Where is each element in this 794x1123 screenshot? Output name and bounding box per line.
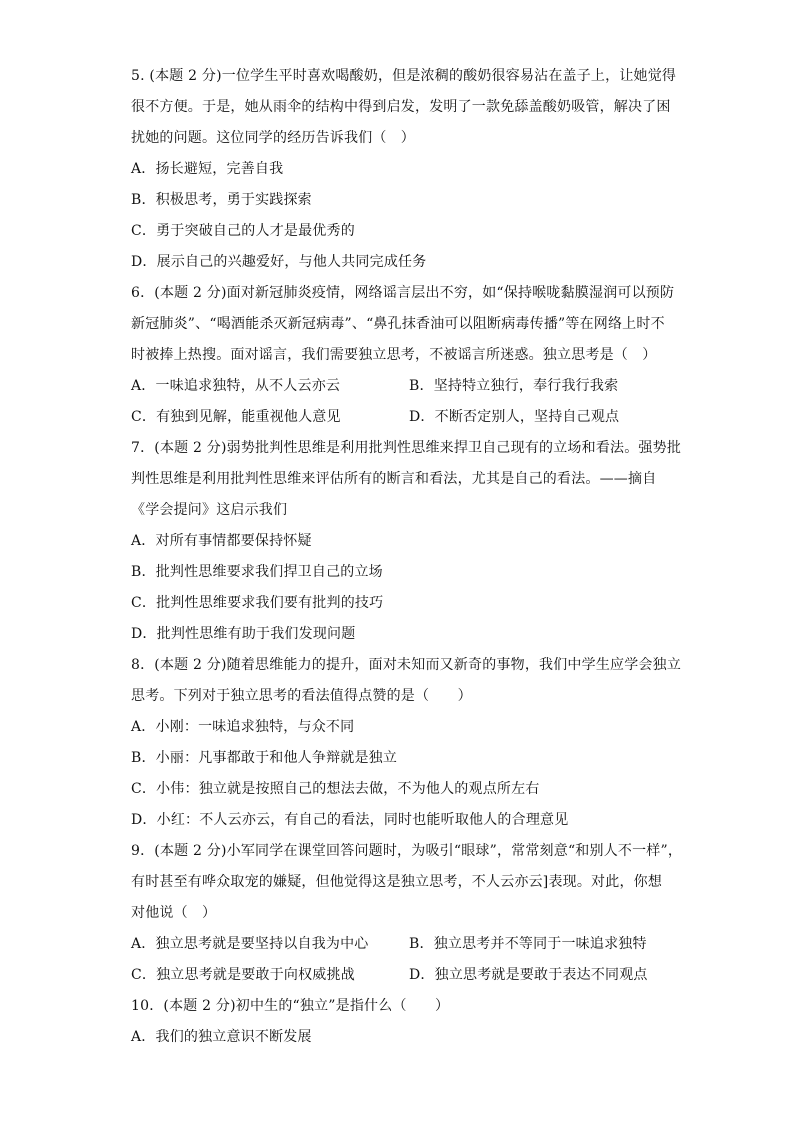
q7-option-c: C．批判性思维要求我们要有批判的技巧 xyxy=(131,595,384,611)
q8-stem-line-2: 思考。下列对于独立思考的看法值得点赞的是（ ） xyxy=(131,688,472,704)
q7-option-d: D．批判性思维有助于我们发现问题 xyxy=(131,626,356,642)
q8-option-d: D．小红：不人云亦云，有自己的看法，同时也能听取他人的合理意见 xyxy=(131,812,569,828)
q9-option-a: A．独立思考就是要坚持以自我为中心 xyxy=(131,936,369,952)
q6-stem-line-3: 时被捧上热搜。面对谣言，我们需要独立思考，不被谣言所迷惑。独立思考是（ ） xyxy=(131,347,657,363)
q9-option-d: D．独立思考就是要敢于表达不同观点 xyxy=(409,967,648,983)
q6-option-b: B．坚持特立独行，奉行我行我索 xyxy=(409,378,619,394)
q5-option-d: D．展示自己的兴趣爱好，与他人共同完成任务 xyxy=(131,254,427,270)
q7-stem-line-3: 《学会提问》这启示我们 xyxy=(131,502,288,518)
q9-option-c: C．独立思考就是要敢于向权威挑战 xyxy=(131,967,355,983)
q5-option-a: A．扬长避短，完善自我 xyxy=(131,161,284,177)
q9-option-b: B．独立思考并不等同于一味追求独特 xyxy=(409,936,647,952)
q5-stem-line-2: 很不方便。于是，她从雨伞的结构中得到启发，发明了一款免舔盖酸奶吸管，解决了困 xyxy=(131,99,671,115)
q5-stem-line-1: 5. (本题 2 分)一位学生平时喜欢喝酸奶，但是浓稠的酸奶很容易沾在盖子上，让她觉得 xyxy=(131,68,677,84)
q9-stem-line-3: 对他说（ ） xyxy=(131,905,217,921)
q7-option-a: A．对所有事情都要保持怀疑 xyxy=(131,533,312,549)
q8-option-b: B．小丽：凡事都敢于和他人争辩就是独立 xyxy=(131,750,398,766)
q6-option-d: D．不断否定别人，坚持自己观点 xyxy=(409,409,620,425)
q9-stem-line-1: 9．(本题 2 分)小军同学在课堂回答问题时，为吸引“眼球”，常常刻意“和别人不一样”， xyxy=(131,843,683,859)
q5-option-c: C．勇于突破自己的人才是最优秀的 xyxy=(131,223,355,239)
q7-option-b: B．批判性思维要求我们捍卫自己的立场 xyxy=(131,564,383,580)
q8-stem-line-1: 8．(本题 2 分)随着思维能力的提升，面对未知而又新奇的事物，我们中学生应学会独立 xyxy=(131,657,682,673)
q9-stem-line-2: 有时甚至有哗众取宠的嫌疑，但他觉得这是独立思考，不人云亦云]表现。对此，你想 xyxy=(131,874,663,890)
q10-option-a: A．我们的独立意识不断发展 xyxy=(131,1029,312,1045)
q6-stem-line-1: 6．(本题 2 分)面对新冠肺炎疫情，网络谣言层出不穷，如“保持喉咙黏膜湿润可以预防 xyxy=(131,285,675,301)
q6-option-a: A．一味追求独特，从不人云亦云 xyxy=(131,378,341,394)
q7-stem-line-1: 7．(本题 2 分)弱势批判性思维是利用批判性思维来捍卫自己现有的立场和看法。强势批 xyxy=(131,440,682,456)
q7-stem-line-2: 判性思维是利用批判性思维来评估所有的断言和看法，尤其是自己的看法。——摘自 xyxy=(131,471,657,487)
q8-option-a: A．小刚：一味追求独特，与众不同 xyxy=(131,719,355,735)
q6-option-c: C．有独到见解，能重视他人意见 xyxy=(131,409,341,425)
q8-option-c: C．小伟：独立就是按照自己的想法去做，不为他人的观点所左右 xyxy=(131,781,540,797)
q6-stem-line-2: 新冠肺炎”、“喝酒能杀灭新冠病毒”、“鼻孔抹香油可以阻断病毒传播”等在网络上时不 xyxy=(131,316,665,332)
q10-stem-line-1: 10．(本题 2 分)初中生的“独立”是指什么（ ） xyxy=(131,998,450,1014)
q5-stem-line-3: 扰她的问题。这位同学的经历告诉我们（ ） xyxy=(131,130,415,146)
q5-option-b: B．积极思考，勇于实践探索 xyxy=(131,192,312,208)
